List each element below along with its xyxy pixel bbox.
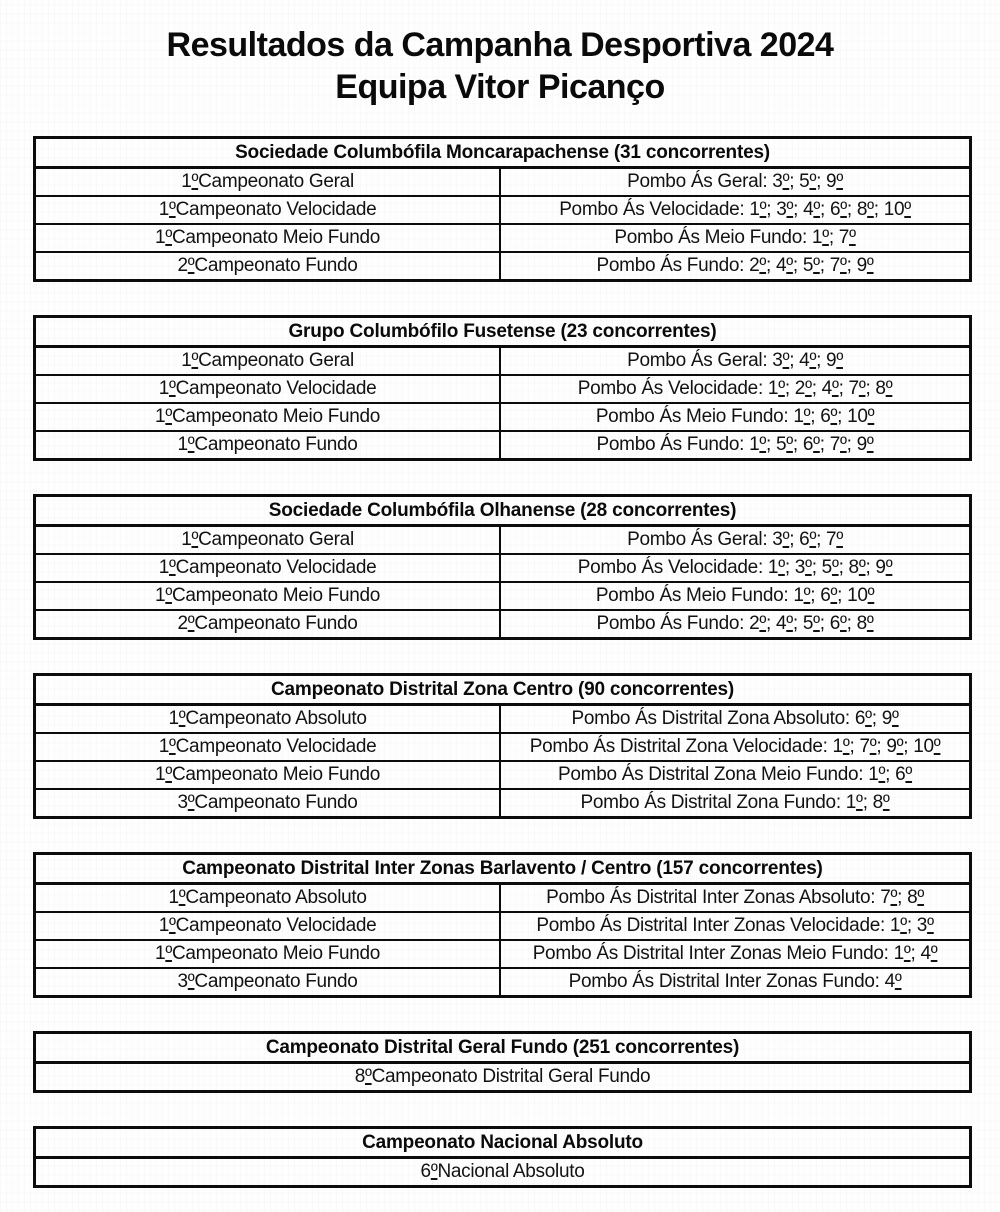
ace-pigeon-cell: Pombo Ás Distrital Inter Zonas Fundo: 4 º (568, 971, 902, 992)
table-olhanense (33, 494, 972, 640)
table-row (36, 788, 969, 816)
championship-cell: 1 º Campeonato Velocidade (36, 913, 501, 939)
table-row (36, 527, 969, 553)
table-distrital-inter-zonas (33, 852, 972, 998)
ace-pigeon-cell: Pombo Ás Meio Fundo: 1 º ; 6 º ; 10 º (595, 585, 875, 606)
ace-pigeon-cell: Pombo Ás Fundo: 2 º ; 4 º ; 5 º ; 7 º ; 9 º (596, 255, 874, 276)
championship-cell: 1 º Campeonato Absoluto (36, 706, 501, 732)
championship-cell: 1 º Campeonato Velocidade (36, 197, 501, 223)
table-row (36, 967, 969, 995)
table-row (36, 553, 969, 581)
table-row (36, 402, 969, 430)
ace-pigeon-cell: Pombo Ás Distrital Zona Fundo: 1 º ; 8 º (580, 792, 890, 813)
table-row (36, 706, 969, 732)
ace-pigeon-cell: Pombo Ás Velocidade: 1 º ; 2 º ; 4 º ; 7 º ; 8 º (577, 378, 893, 399)
championship-cell: 1 º Campeonato Geral (36, 348, 501, 374)
championship-cell: 1 º Campeonato Meio Fundo (36, 762, 501, 788)
table-row (36, 348, 969, 374)
ace-pigeon-cell: Pombo Ás Distrital Zona Velocidade: 1 º ; 7 º ; 9 º ; 10 º (529, 736, 941, 757)
table-row (36, 939, 969, 967)
ace-pigeon-cell: Pombo Ás Velocidade: 1 º ; 3 º ; 5 º ; 8 º ; 9 º (577, 557, 893, 578)
table-row (36, 1159, 969, 1185)
ace-pigeon-cell: Pombo Ás Distrital Zona Meio Fundo: 1 º ; 6 º (558, 764, 913, 785)
championship-cell: 1 º Campeonato Geral (36, 527, 501, 553)
championship-cell: 1 º Campeonato Fundo (36, 432, 501, 458)
championship-cell: 1 º Campeonato Velocidade (36, 376, 501, 402)
championship-cell: 8 º Campeonato Distrital Geral Fundo (354, 1066, 651, 1087)
ace-pigeon-cell: Pombo Ás Distrital Inter Zonas Absoluto: 7 º ; 8 º (546, 887, 924, 908)
championship-cell: 3 º Campeonato Fundo (36, 969, 501, 995)
table-fusetense (33, 315, 972, 461)
ace-pigeon-cell: Pombo Ás Geral: 3 º ; 6 º ; 7 º (627, 529, 843, 550)
table-row (36, 760, 969, 788)
table-nacional-absoluto (33, 1126, 972, 1188)
table-header: Campeonato Distrital Geral Fundo (251 concorrentes) (36, 1034, 969, 1064)
page-title (0, 0, 1000, 108)
ace-pigeon-cell: Pombo Ás Velocidade: 1 º ; 3 º ; 4 º ; 6 º ; 8 º ; 10 º (559, 199, 911, 220)
championship-cell: 6 º Nacional Absoluto (420, 1161, 585, 1182)
page-title-line1: Resultados da Campanha Desportiva 2024 (166, 26, 834, 64)
table-row (36, 911, 969, 939)
table-distrital-zona-centro (33, 673, 972, 819)
table-header: Sociedade Columbófila Olhanense (28 concorrentes) (36, 497, 969, 527)
ace-pigeon-cell: Pombo Ás Geral: 3 º ; 4 º ; 9 º (627, 350, 843, 371)
championship-cell: 1 º Campeonato Meio Fundo (36, 404, 501, 430)
championship-cell: 1 º Campeonato Meio Fundo (36, 583, 501, 609)
table-header: Grupo Columbófilo Fusetense (23 concorrentes) (36, 318, 969, 348)
ace-pigeon-cell: Pombo Ás Distrital Zona Absoluto: 6 º ; 9 º (571, 708, 899, 729)
championship-cell: 1 º Campeonato Velocidade (36, 734, 501, 760)
table-row (36, 609, 969, 637)
championship-cell: 2 º Campeonato Fundo (36, 611, 501, 637)
table-row (36, 169, 969, 195)
table-header: Campeonato Nacional Absoluto (36, 1129, 969, 1159)
table-row (36, 374, 969, 402)
table-moncarapachense (33, 136, 972, 282)
ace-pigeon-cell: Pombo Ás Distrital Inter Zonas Meio Fundo: 1 º ; 4 º (532, 943, 938, 964)
ace-pigeon-cell: Pombo Ás Fundo: 1 º ; 5 º ; 6 º ; 7 º ; 9 º (596, 434, 874, 455)
table-row (36, 430, 969, 458)
ace-pigeon-cell: Pombo Ás Meio Fundo: 1 º ; 7 º (614, 227, 856, 248)
championship-cell: 2 º Campeonato Fundo (36, 253, 501, 279)
table-header: Sociedade Columbófila Moncarapachense (31 concorrentes) (36, 139, 969, 169)
table-row (36, 195, 969, 223)
table-row (36, 1064, 969, 1090)
championship-cell: 3 º Campeonato Fundo (36, 790, 501, 816)
table-row (36, 732, 969, 760)
table-row (36, 885, 969, 911)
ace-pigeon-cell: Pombo Ás Fundo: 2 º ; 4 º ; 5 º ; 6 º ; 8 º (596, 613, 874, 634)
page-title-line2: Equipa Vitor Picanço (335, 68, 665, 106)
ace-pigeon-cell: Pombo Ás Meio Fundo: 1 º ; 6 º ; 10 º (595, 406, 875, 427)
table-header: Campeonato Distrital Zona Centro (90 concorrentes) (36, 676, 969, 706)
table-row (36, 581, 969, 609)
table-distrital-geral-fundo (33, 1031, 972, 1093)
championship-cell: 1 º Campeonato Geral (36, 169, 501, 195)
championship-cell: 1 º Campeonato Absoluto (36, 885, 501, 911)
ace-pigeon-cell: Pombo Ás Geral: 3 º ; 5 º ; 9 º (627, 171, 843, 192)
championship-cell: 1 º Campeonato Meio Fundo (36, 941, 501, 967)
results-tables (33, 136, 972, 1188)
table-row (36, 223, 969, 251)
table-row (36, 251, 969, 279)
table-header: Campeonato Distrital Inter Zonas Barlavento / Centro (157 concorrentes) (36, 855, 969, 885)
championship-cell: 1 º Campeonato Velocidade (36, 555, 501, 581)
championship-cell: 1 º Campeonato Meio Fundo (36, 225, 501, 251)
ace-pigeon-cell: Pombo Ás Distrital Inter Zonas Velocidade: 1 º ; 3 º (536, 915, 934, 936)
